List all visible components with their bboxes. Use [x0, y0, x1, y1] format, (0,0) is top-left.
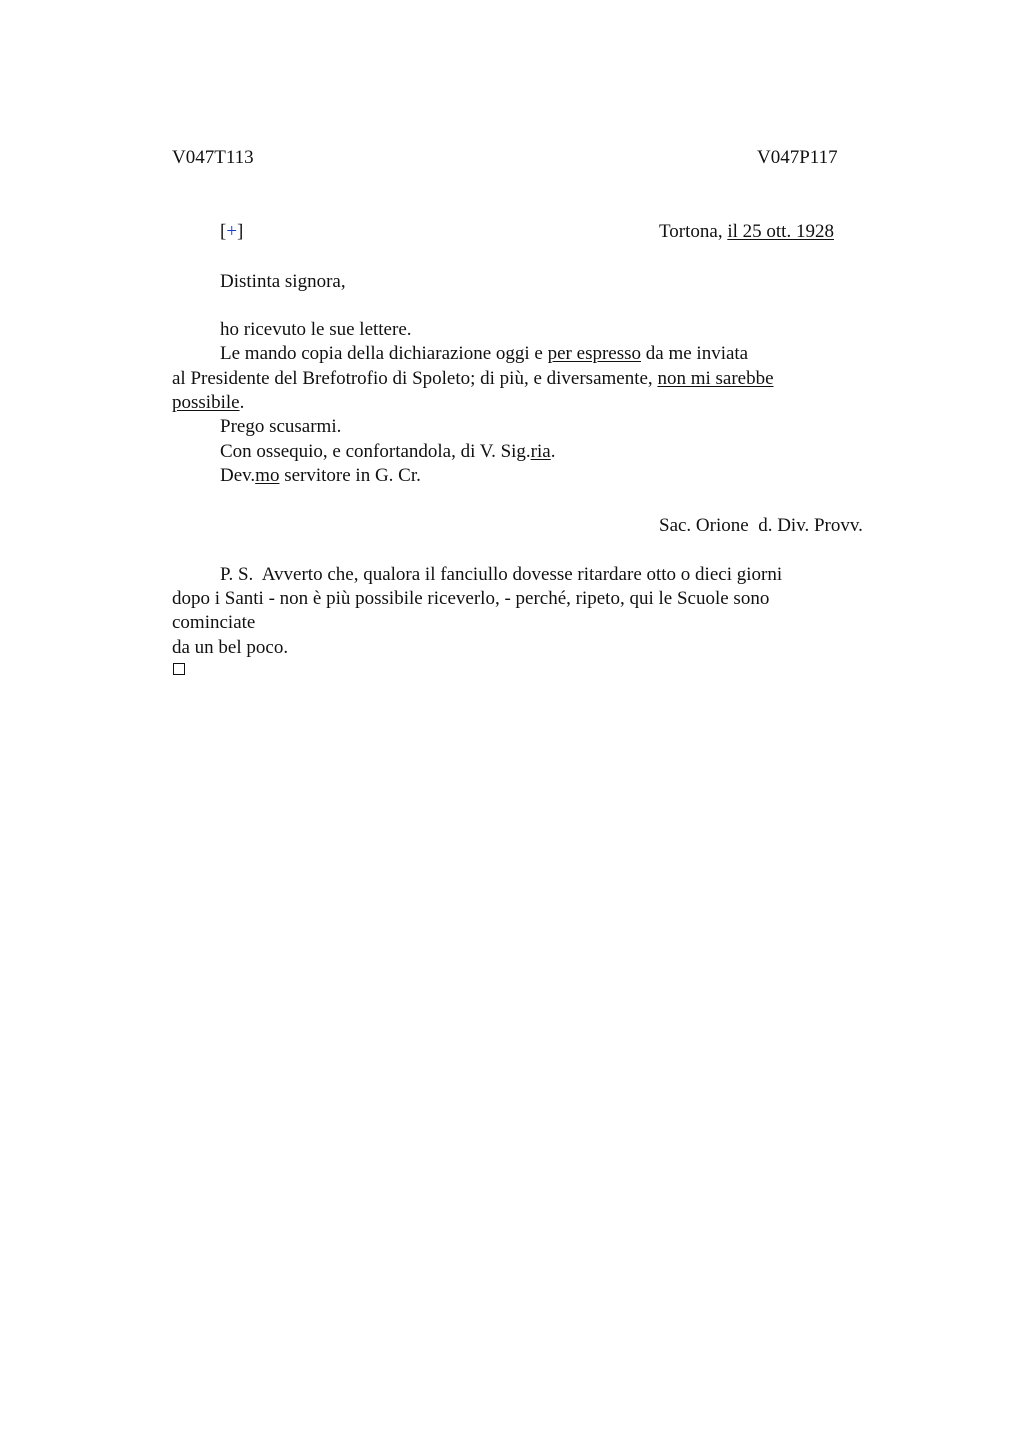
body-line-6-period: . — [550, 441, 556, 462]
place-date — [659, 220, 834, 244]
underlined-ria: ria — [530, 441, 551, 462]
cross-mark — [220, 220, 243, 244]
underlined-mo: mo — [255, 465, 280, 486]
body-line-2 — [220, 342, 748, 366]
body-line-5: Prego scusarmi. — [220, 416, 342, 437]
body-line-6 — [220, 440, 555, 464]
body-line-4 — [172, 391, 244, 415]
body-line-7-text-b: servitore in G. Cr. — [279, 465, 421, 486]
underlined-per-espresso: per espresso — [547, 343, 642, 364]
place: Tortona, — [659, 221, 728, 242]
cross-bracket-open: [ — [220, 221, 227, 242]
body-line-4-period: . — [239, 392, 245, 413]
end-square-icon — [173, 663, 185, 675]
body-line-3 — [172, 367, 774, 391]
date: il 25 ott. 1928 — [727, 221, 834, 242]
body-line-1: ho ricevuto le sue lettere. — [220, 319, 412, 340]
signature: Sac. Orione d. Div. Provv. — [659, 515, 863, 536]
document-code-right: V047P117 — [757, 147, 838, 168]
body-line-3-text-a: al Presidente del Brefotrofio di Spoleto; di più, e diversamente, — [172, 368, 658, 389]
body-line-6-text-a: Con ossequio, e confortandola, di V. Sig. — [220, 441, 531, 462]
cross-bracket-close: ] — [237, 221, 244, 242]
body-line-2-text-b: da me inviata — [641, 343, 749, 364]
body-line-7-text-a: Dev. — [220, 465, 256, 486]
cross-symbol: + — [226, 221, 238, 242]
body-line-7 — [220, 464, 421, 488]
document-code-left: V047T113 — [172, 147, 254, 168]
postscript-line-4: da un bel poco. — [172, 637, 289, 658]
underlined-possibile: possibile — [172, 392, 240, 413]
postscript-line-3: cominciate — [172, 612, 256, 633]
salutation: Distinta signora, — [220, 271, 346, 292]
underlined-non-mi-sarebbe: non mi sarebbe — [657, 368, 774, 389]
body-line-2-text-a: Le mando copia della dichiarazione oggi e — [220, 343, 548, 364]
postscript-line-1: P. S. Avverto che, qualora il fanciullo dovesse ritardare otto o dieci giorni — [220, 564, 783, 585]
postscript-line-2: dopo i Santi - non è più possibile riceverlo, - perché, ripeto, qui le Scuole sono — [172, 588, 770, 609]
